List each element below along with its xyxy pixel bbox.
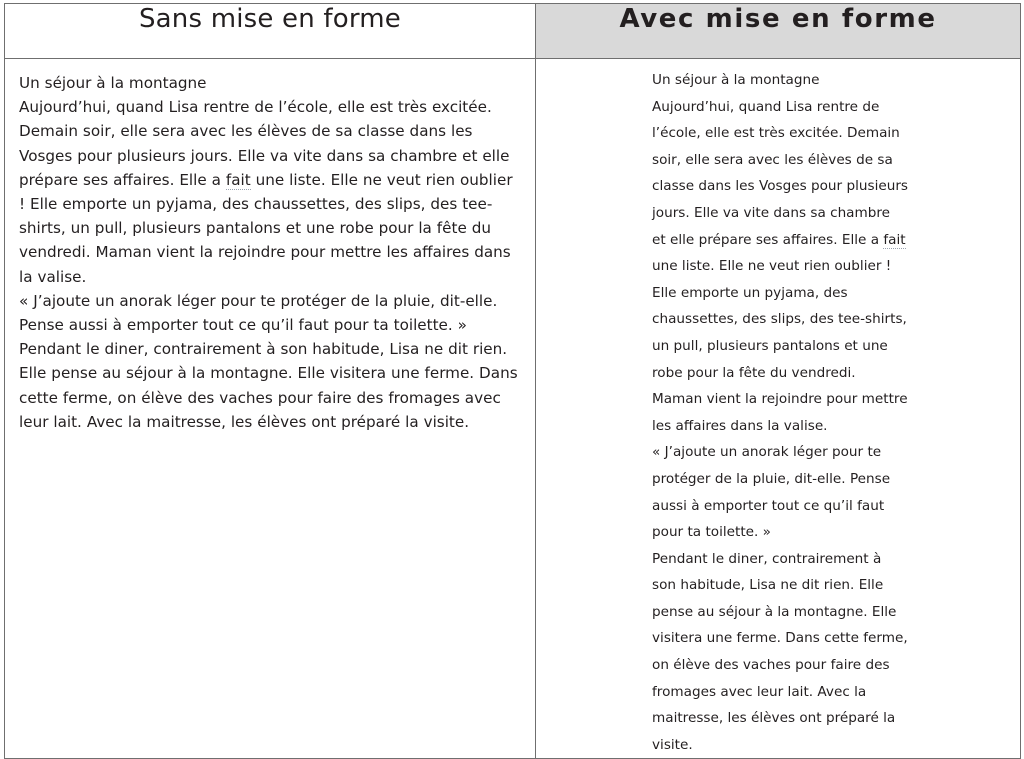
spellcheck-flagged-word: fait — [883, 231, 906, 248]
spellcheck-flagged-word: fait — [225, 170, 251, 189]
styled-text-block — [536, 59, 1020, 758]
plain-paragraph-1 — [19, 95, 521, 289]
column-header-styled — [536, 4, 1021, 59]
styled-paragraph-1-before: Aujourd’hui, quand Lisa rentre de l’école, elle est très excitée. Demain soir, elle sera avec les élèves de sa classe dans les Vosges pour plusieurs jours. Elle va vite dans sa chambre et elle prépare ses affaires. Elle a — [652, 98, 908, 248]
styled-doc-title: Un séjour à la montagne — [652, 72, 820, 88]
comparison-table — [4, 3, 1021, 759]
column-header-plain — [5, 4, 536, 59]
plain-doc-title: Un séjour à la montagne — [19, 74, 207, 92]
column-header-plain-label: Sans mise en forme — [138, 4, 402, 34]
styled-paragraph-2: « J’ajoute un anorak léger pour te protéger de la pluie, dit-elle. Pense aussi à emporter tout ce qu’il faut pour ta toilette. » — [652, 444, 891, 541]
table-row — [5, 59, 1021, 759]
table-header-row — [5, 4, 1021, 59]
cell-plain-text — [5, 59, 536, 759]
plain-paragraph-3: Pendant le diner, contrairement à son habitude, Lisa ne dit rien. Elle pense au séjour à la montagne. Elle visitera une ferme. Dans cette ferme, on élève des vaches pour faire des fromages avec leur lait. Avec la maitresse, les élèves ont préparé la visite. — [19, 340, 518, 431]
styled-paragraph-1 — [652, 94, 908, 440]
styled-paragraph-3: Pendant le diner, contrairement à son habitude, Lisa ne dit rien. Elle pense au séjour à la montagne. Elle visitera une ferme. Dans cette ferme, on élève des vaches pour faire des fromages avec leur lait. Avec la maitresse, les élèves ont préparé la visite. — [652, 550, 908, 753]
table-body — [5, 59, 1021, 759]
plain-text-block — [5, 59, 535, 434]
plain-paragraph-2: « J’ajoute un anorak léger pour te protéger de la pluie, dit-elle. Pense aussi à emporter tout ce qu’il faut pour ta toilette. » — [19, 291, 498, 335]
table-header — [5, 4, 1021, 59]
plain-paragraph-1-after: une liste. Elle ne veut rien oublier ! Elle emporte un pyjama, des chaussettes, des slips, des tee-shirts, un pull, plusieurs pantalons et une robe pour la fête du vendredi. Maman vient la rejoindre pour mettre les affaires dans la valise. — [19, 170, 513, 286]
plain-paragraph-1-before: Aujourd’hui, quand Lisa rentre de l’école, elle est très excitée. Demain soir, elle sera avec les élèves de sa classe dans les Vosges pour plusieurs jours. Elle va vite dans sa chambre et elle prépare ses affaires. Elle a — [19, 98, 510, 189]
cell-styled-text — [536, 59, 1021, 759]
styled-paragraph-1-after: une liste. Elle ne veut rien oublier ! Elle emporte un pyjama, des chaussettes, des slips, des tee-shirts, un pull, plusieurs pantalons et une robe pour la fête du vendredi. Maman vient la rejoindre pour mettre les affaires dans la valise. — [652, 258, 908, 434]
column-header-styled-label: Avec mise en forme — [619, 4, 937, 34]
